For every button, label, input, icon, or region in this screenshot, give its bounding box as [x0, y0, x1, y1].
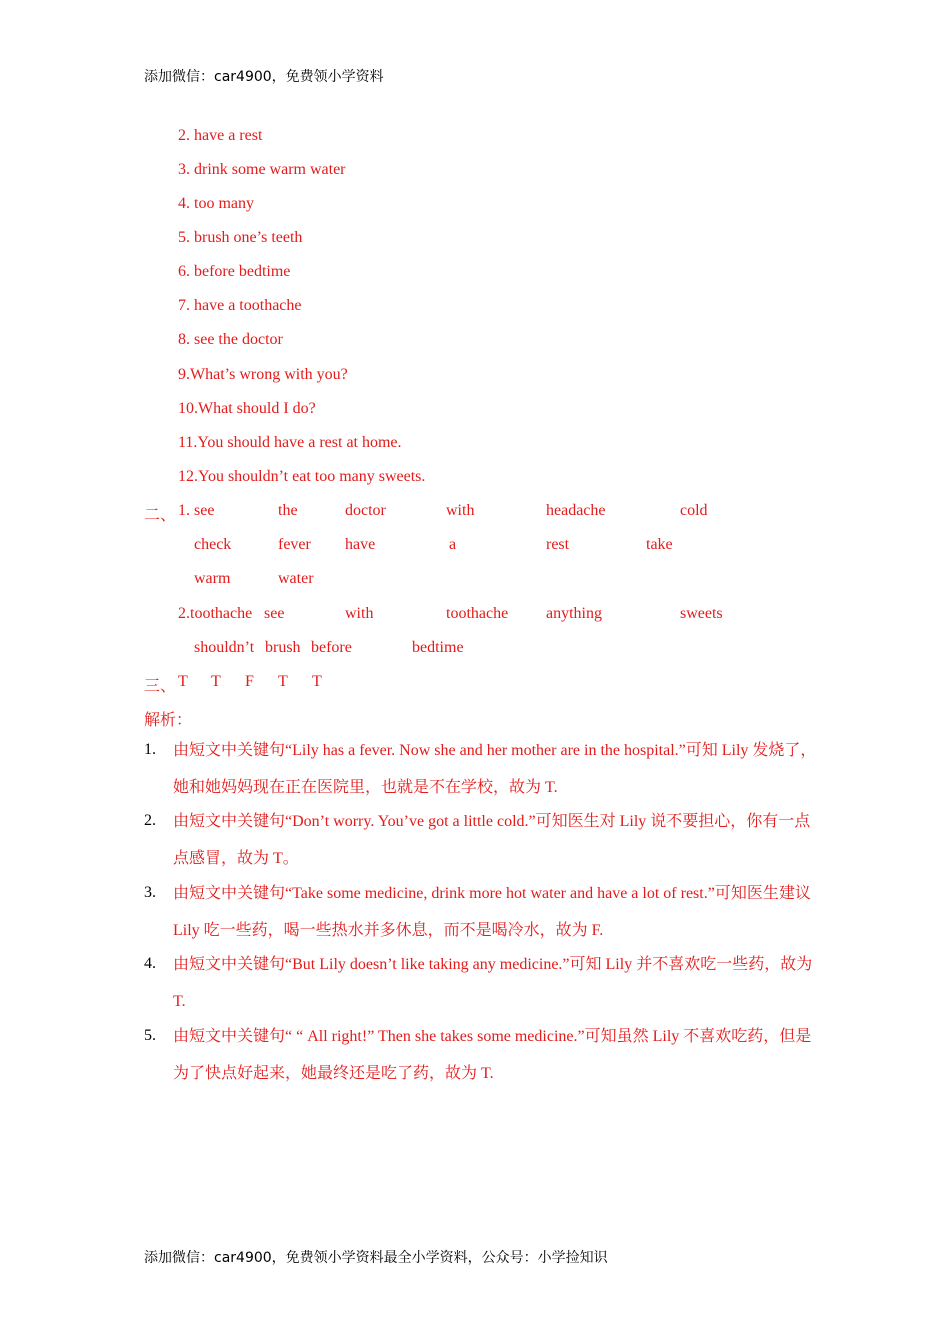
word-blank: headache — [546, 502, 606, 519]
phrase-item: 6. before bedtime — [178, 263, 291, 280]
phrase-item: 2. have a rest — [178, 127, 263, 144]
explanation-number: 1. — [144, 741, 156, 758]
word-blank: sweets — [680, 605, 723, 622]
true-false-answer: T — [211, 673, 221, 690]
word-blank: with — [446, 502, 475, 519]
phrase-item: 5. brush one’s teeth — [178, 229, 303, 246]
page-footer: 添加微信：car4900，免费领小学资料最全小学资料，公众号：小学捡知识 — [144, 1250, 608, 1266]
true-false-answer: T — [178, 673, 188, 690]
word-blank: before — [311, 639, 352, 656]
phrase-item: 9.What’s wrong with you? — [178, 366, 348, 383]
phrase-item: 7. have a toothache — [178, 297, 302, 314]
phrase-item: 12.You shouldn’t eat too many sweets. — [178, 468, 426, 485]
word-blank: with — [345, 605, 374, 622]
word-blank: 2.toothache — [178, 605, 253, 622]
phrase-item: 11.You should have a rest at home. — [178, 434, 402, 451]
phrase-item: 3. drink some warm water — [178, 161, 346, 178]
explanation-number: 4. — [144, 955, 156, 972]
explanation-text: 由短文中关键句“Take some medicine, drink more hot water and have a lot of rest.”可知医生建议 Lily 吃一些药，喝一些热水并多休息，而不是喝冷水，故为 F. — [173, 885, 811, 939]
word-blank: water — [278, 570, 314, 587]
explanation-number: 5. — [144, 1027, 156, 1044]
true-false-answer: F — [245, 673, 254, 690]
phrase-item: 8. see the doctor — [178, 331, 283, 348]
word-blank: toothache — [446, 605, 509, 622]
true-false-answer: T — [278, 673, 288, 690]
word-blank: see — [264, 605, 285, 622]
word-blank: brush — [265, 639, 301, 656]
page-header: 添加微信：car4900，免费领小学资料 — [144, 69, 384, 85]
explanation-text: 由短文中关键句“But Lily doesn’t like taking any medicine.”可知 Lily 并不喜欢吃一些药，故为 T. — [173, 956, 813, 1010]
explanation-text: 由短文中关键句“Lily has a fever. Now she and her mother are in the hospital.”可知 Lily 发烧了，她和她妈妈现在正在医院里，也就是不在学校，故为 T. — [173, 742, 817, 796]
word-blank: doctor — [345, 502, 386, 519]
explanation-number: 3. — [144, 884, 156, 901]
word-blank: take — [646, 536, 673, 553]
phrase-item: 10.What should I do? — [178, 400, 316, 417]
word-blank: have — [345, 536, 376, 553]
explanation-text: 由短文中关键句“Don’t worry. You’ve got a little cold.”可知医生对 Lily 说不要担心，你有一点点感冒，故为 T。 — [173, 813, 811, 867]
word-blank: a — [449, 536, 457, 553]
analysis-label: 解析： — [144, 712, 193, 729]
true-false-answer: T — [312, 673, 322, 690]
section-3-marker: 三、 — [144, 678, 177, 695]
word-blank: bedtime — [412, 639, 464, 656]
phrase-item: 4. too many — [178, 195, 254, 212]
explanation-number: 2. — [144, 812, 156, 829]
word-blank: fever — [278, 536, 311, 553]
word-blank: 1. see — [178, 502, 215, 519]
word-blank: rest — [546, 536, 570, 553]
word-blank: warm — [194, 570, 231, 587]
section-2-marker: 二、 — [144, 507, 177, 524]
word-blank: cold — [680, 502, 708, 519]
word-blank: check — [194, 536, 232, 553]
word-blank: the — [278, 502, 298, 519]
word-blank: shouldn’t — [194, 639, 255, 656]
word-blank: anything — [546, 605, 602, 622]
explanation-text: 由短文中关键句“ “ All right!” Then she takes some medicine.”可知虽然 Lily 不喜欢吃药，但是为了快点好起来，她最终还是吃了药，故为 T. — [173, 1028, 812, 1082]
